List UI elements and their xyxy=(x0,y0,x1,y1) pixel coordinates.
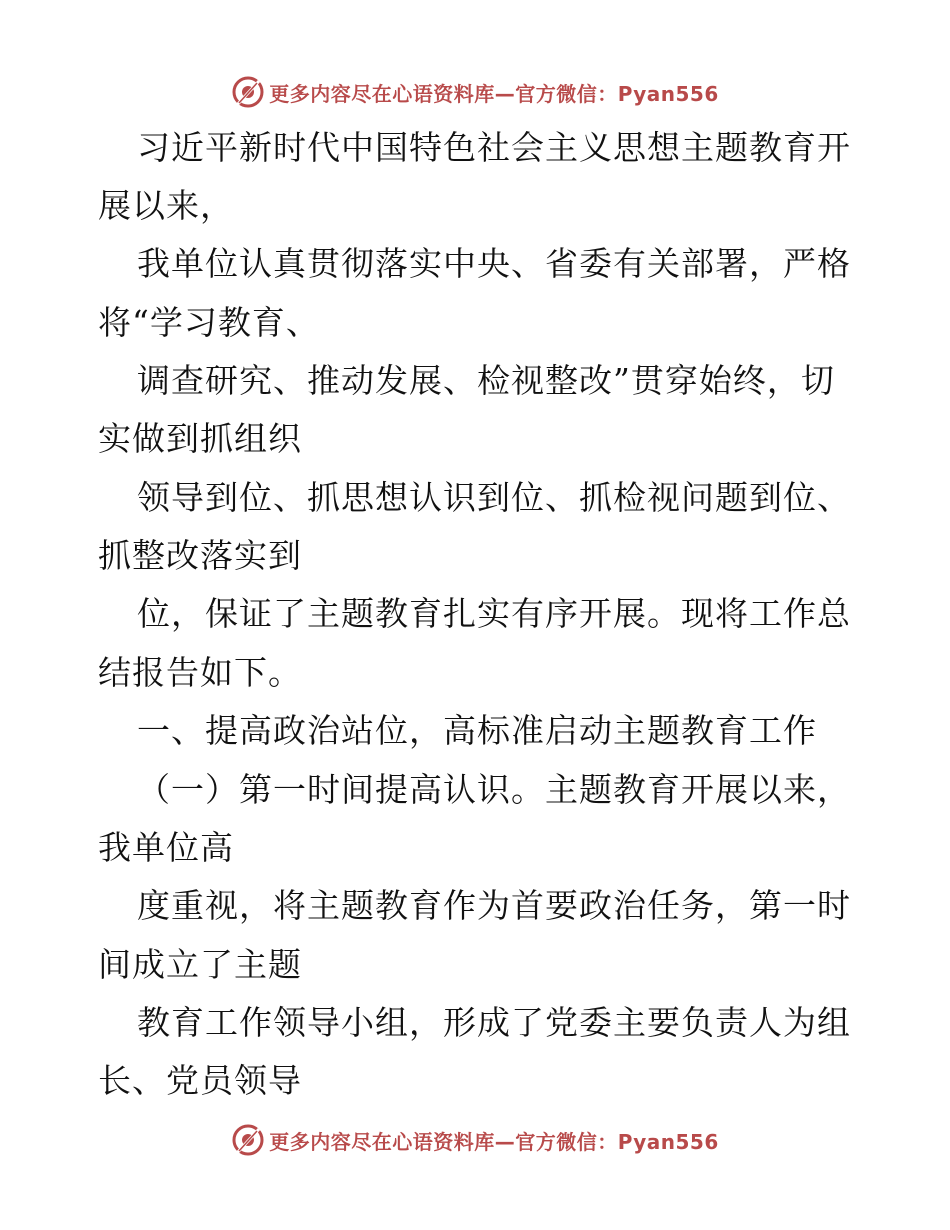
body-line: 习近平新时代中国特色社会主义思想主题教育开 xyxy=(137,128,851,167)
body-line: 我单位认真贯彻落实中央、省委有关部署，严格 xyxy=(137,244,851,283)
footer-watermark-text: 更多内容尽在心语资料库—官方微信：Pyan556 xyxy=(269,1129,719,1154)
body-line: 长、党员领导 xyxy=(98,1061,302,1100)
quill-logo-icon xyxy=(231,1123,265,1157)
body-line: 位，保证了主题教育扎实有序开展。现将工作总 xyxy=(137,594,851,633)
footer-watermark-banner xyxy=(0,1120,950,1160)
body-line: 教育工作领导小组，形成了党委主要负责人为组 xyxy=(137,1003,851,1042)
header-watermark-text: 更多内容尽在心语资料库—官方微信：Pyan556 xyxy=(269,81,719,106)
body-line: 领导到位、抓思想认识到位、抓检视问题到位、 xyxy=(137,478,851,517)
body-line: 调查研究、推动发展、检视整改”贯穿始终，切 xyxy=(137,361,835,400)
quill-logo-icon xyxy=(231,75,265,109)
body-line: 抓整改落实到 xyxy=(98,536,302,575)
body-line: （一）第一时间提高认识。主题教育开展以来， xyxy=(137,770,851,809)
section-heading: 一、提高政治站位，高标准启动主题教育工作 xyxy=(137,711,817,750)
body-line: 将“学习教育、 xyxy=(98,303,320,342)
body-line: 间成立了主题 xyxy=(98,945,302,984)
body-line: 实做到抓组织 xyxy=(98,419,302,458)
body-line: 度重视，将主题教育作为首要政治任务，第一时 xyxy=(137,886,851,925)
header-watermark-banner xyxy=(0,72,950,112)
body-line: 结报告如下。 xyxy=(98,653,302,692)
body-line: 我单位高 xyxy=(98,828,234,867)
body-line: 展以来， xyxy=(98,186,234,225)
